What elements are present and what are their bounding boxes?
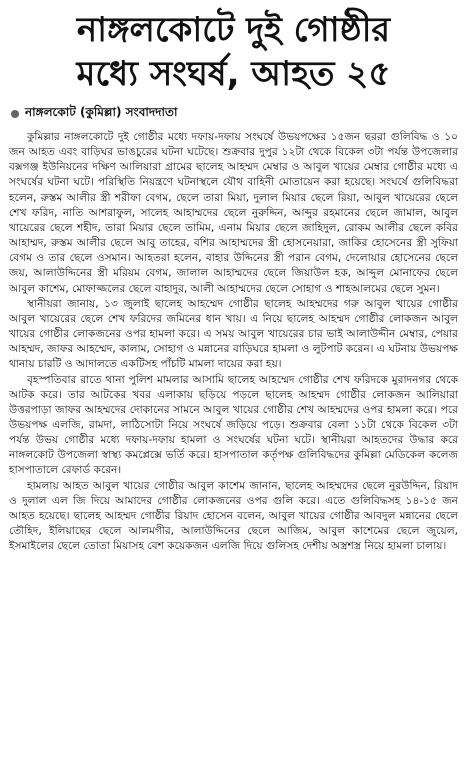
- paragraph-1: কুমিল্লার নাঙ্গলকোটে দুই গোষ্ঠীর মধ্যে দফায়-দফায় সংঘর্ষে উভয়পক্ষের ১৫জন ছররা গুলিবিদ্ধ ও ১০ জন আহত এবং বাড়িঘর ভাঙচুরের ঘটনা ঘটেছে। শুক্রবার দুপুর ১২টা থেকে বিকেল ৩টা পর্যন্ত উপজেলার বক্সগঞ্জ ইউনিয়নের দক্ষিণ আলিয়ারা গ্রামের ছালেহ আহম্মদ মেম্বার ও আবুল খায়ের মেম্বার গোষ্ঠীর মধ্যে এ সংঘর্ষের ঘটনা ঘটে। পরিস্থিতি নিয়ন্ত্রণে ঘটনাস্থলে যৌথ বাহিনী মোতায়েন করা হয়েছে। সংঘর্ষে গুলিবিদ্ধরা হলেন, রুস্তম আলীর স্ত্রী শরীফা বেগম, ছেলে তারা মিয়া, দুলাল মিয়ার ছেলে রিয়া, আবুল খায়েরের ছেলে শেখ ফরিদ, নাতি আশরাফুল, সালেহ আহাম্মদের ছেলে নুরুদ্দিন, আব্দুর রহমানের ছেলে জামাল, আবুল খায়েরের ছেলে শহীদ, তারা মিয়ার ছেলে তামিম, এনাম মিয়ার ছেলে জাহিদুল, রোকম আলীর ছেলে কবির আহাম্মদ, রুস্তম আলীর ছেলে আবু তাহের, বশির আহাম্মদের স্ত্রী হোসনেয়ারা, জাকির হোসেনের স্ত্রী সুফিয়া বেগম ও তার ছেলে ওসমান। আহতরা হলেন, বাহার উদ্দিনের স্ত্রী পরান বেগম, দেলোয়ার হোসেনের ছেলে জয়, আলাউদ্দিনের স্ত্রী মরিয়ম বেগম, জালাল আহাম্মদের ছেলে জিয়াউল হক, আব্দুল মোনাফের ছেলে আবুল কাশেম, মোফাজ্জলের ছেলে বাহাদুর, আলী আহাম্মদের ছেলে সোহাগ ও শাহআলমের ছেলে সুমন।: [9, 131, 458, 295]
- paragraph-3: বৃহস্পতিবার রাতে থানা পুলিশ মামলার আসামি ছালেহ আহম্মেদ গোষ্ঠীর শেখ ফরিদকে মুরাদনগর থেকে আটক করে। তার আটকের খবর এলাকায় ছড়িয়ে পড়লে ছালেহ আহম্মদ গোষ্ঠীর লোকজন আলিয়ারা উত্তরপাড়া জাফর আহম্মদের দোকানের সামনে আবুল খায়ের গোষ্ঠীর শেখ আহম্মদের ওপর হামলা করে। পরে উভয়পক্ষ এলজি, রামদা, লাঠিসোটা নিয়ে সংঘর্ষে জড়িয়ে পড়ে। শুক্রবার বেলা ১১টা থেকে বিকেল ৩টা পর্যন্ত উভয় গোষ্ঠীর মধ্যে দফায়-দফায় হামলা ও সংঘর্ষের ঘটনা ঘটে। স্থানীয়রা আহতদের উদ্ধার করে নাঙ্গলকোট উপজেলা স্বাস্থ্য কমপ্লেক্সে ভর্তি করে। হাসপাতাল কর্তৃপক্ষ গুলিবিদ্ধদের কুমিল্লা মেডিকেল কলেজ হাসপাতালে রেফার্ড করেন।: [9, 373, 458, 477]
- paragraph-2: স্থানীয়রা জানায়, ১৩ জুলাই ছালেহ আহম্মেদ গোষ্ঠীর ছালেহ আহম্মদের গরু আবুল খায়ের গোষ্ঠীর আবুল খায়েরের ছেলে শেখ ফরিদের জমিনের ধান খায়। এ নিয়ে ছালেহ আহম্মদ গোষ্ঠীর লোকজন আবুল খায়ের গোষ্ঠীর লোকজনের ওপর হামলা করে। এ সময় আবুল খায়েরের চার ভাই আলাউদ্দীন মেম্বার, পেয়ার আহম্মদ, জাফর আহম্মেদ, কালাম, সোহাগ ও মন্নানের বাড়িঘরে হামলা ও লুটপাট করেন। এ ঘটনায় উভয়পক্ষ থানায় চারটি ও আদালতে একটিসহ পাঁচটি মামলা দায়ের করা হয়।: [9, 297, 458, 371]
- bullet-icon: [11, 110, 19, 118]
- paragraph-4: হামলায় আহত আবুল খায়ের গোষ্ঠীর আবুল কাশেম জানান, ছালেহ আহম্মদের ছেলে নুরউদ্দিন, রিয়াদ ও দুলাল এল জি দিয়ে আমাদের গোষ্ঠীর লোকজনের ওপর গুলি করে। এতে গুলিবিদ্ধসহ ১৪-১৫ জন আহত হয়েছে। ছালেহ আহম্মদ গোষ্ঠীর রিয়াদ হোসেন বলেন, আবুল খায়ের গোষ্ঠীর আবদুল মন্নানের ছেলে তৌহিদ, ইলিয়াছের ছেলে আলমগীর, আলাউদ্দিনের ছেলে আজিম, আবুল কাশেমের ছেলে জুয়েল, ইসমাইলের ছেলে তোতা মিয়াসহ বেশ কয়েকজন এলজি দিয়ে গুলিসহ দেশীয় অস্ত্রশস্ত্র নিয়ে হামলা চালায়।: [9, 479, 458, 553]
- byline-text: নাঙ্গলকোট (কুমিল্লা) সংবাদদাতা: [25, 105, 178, 119]
- headline: [9, 8, 458, 96]
- byline: [9, 104, 458, 124]
- article-body: [9, 130, 458, 554]
- headline-line-1: নাঙ্গলকোটে দুই গোষ্ঠীর: [76, 10, 391, 50]
- headline-line-2: মধ্যে সংঘর্ষ, আহত ২৫: [76, 54, 391, 94]
